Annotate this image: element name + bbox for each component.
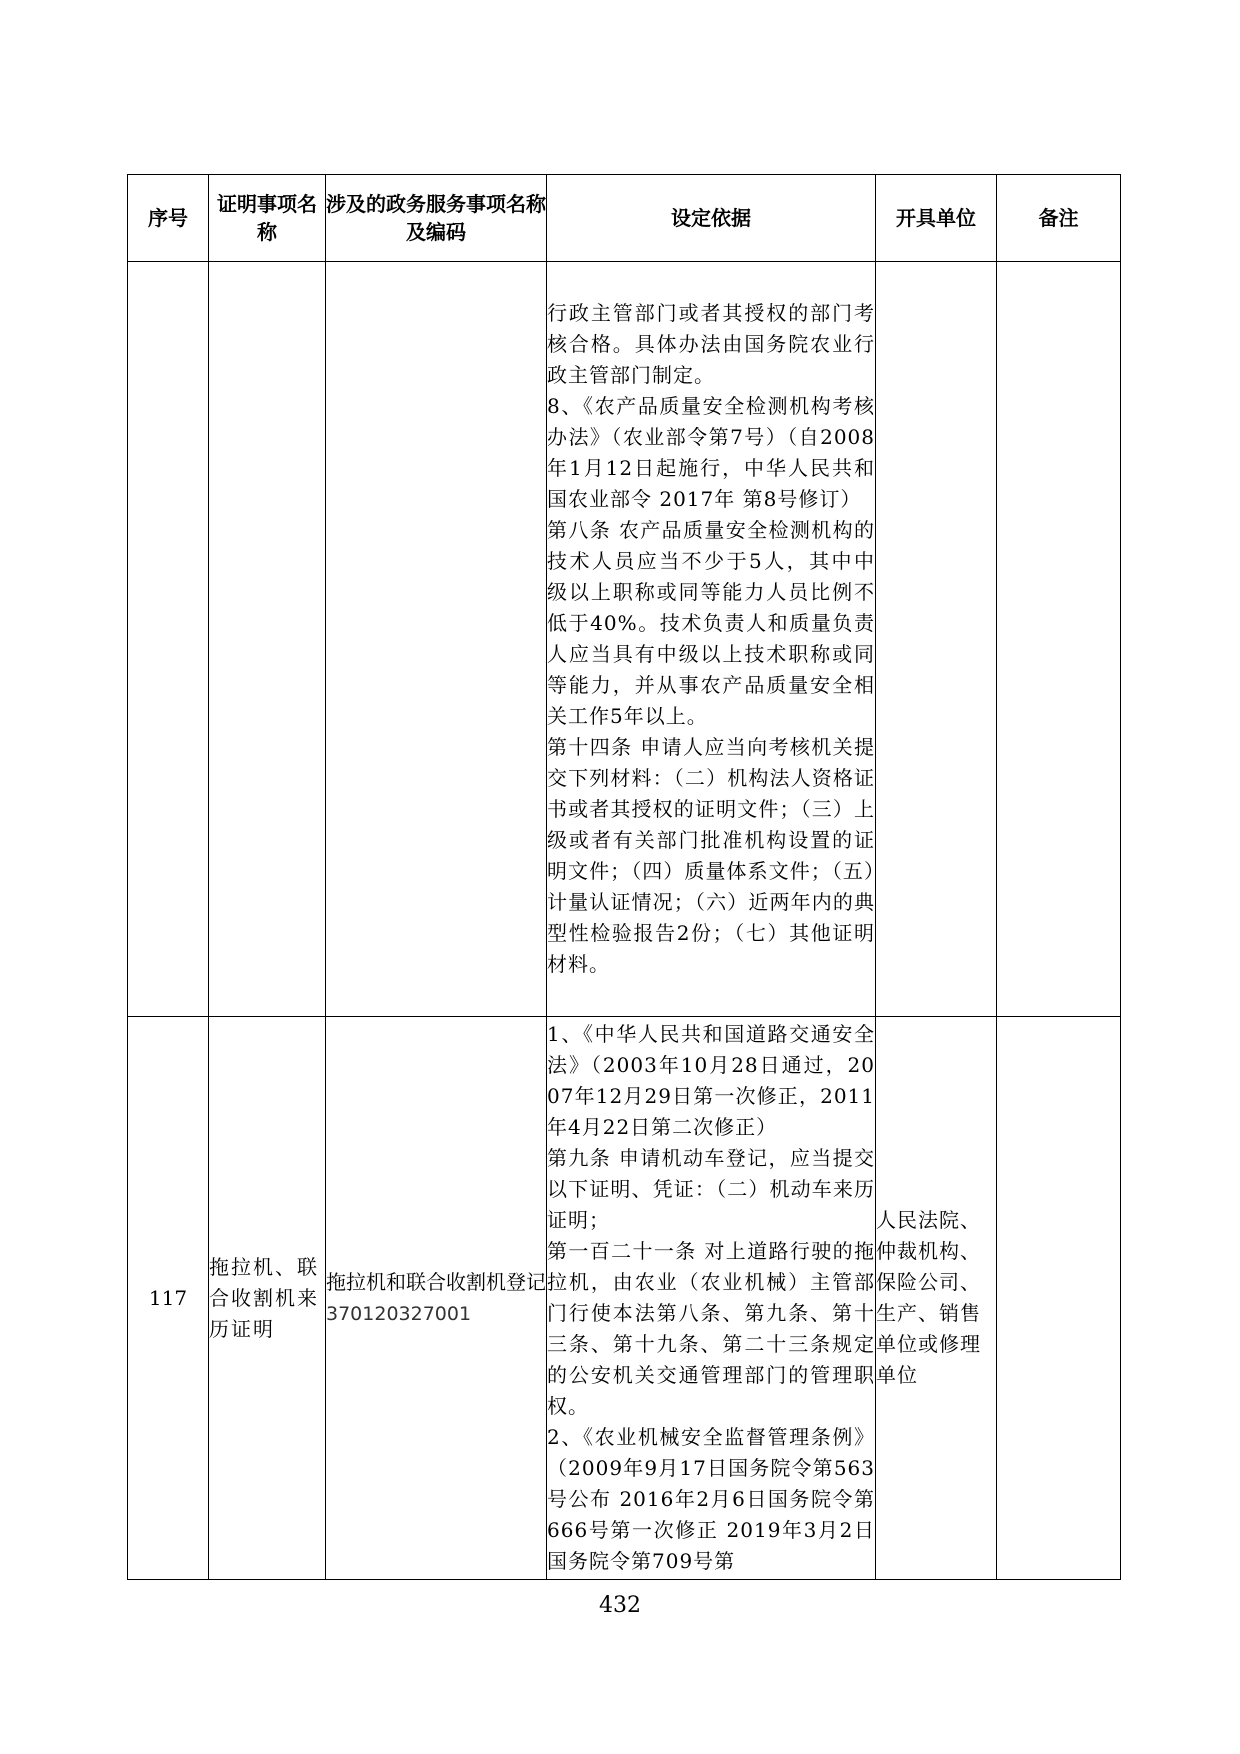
header-seq: 序号 xyxy=(128,175,209,262)
issuer-cell: 人民法院、仲裁机构、保险公司、生产、销售单位或修理单位 xyxy=(876,1017,997,1580)
basis-paragraph: 行政主管部门或者其授权的部门考核合格。具体办法由国务院农业行政主管部门制定。 xyxy=(547,301,875,387)
cert-name-cell: 拖拉机、联合收割机来历证明 xyxy=(209,1017,326,1580)
basis-paragraph: 8、《农产品质量安全检测机构考核办法》（农业部令第7号）（自2008年1月12日起施行，中华人民共和国农业部令 2017年 第8号修订） xyxy=(547,394,875,511)
table-row xyxy=(128,1017,1121,1580)
certification-items-table xyxy=(127,174,1121,1580)
remarks-cell xyxy=(997,1017,1121,1580)
basis-paragraph: 1、《中华人民共和国道路交通安全法》（2003年10月28日通过，2007年12月29日第一次修正，2011年4月22日第二次修正） xyxy=(547,1022,875,1139)
table-row xyxy=(128,262,1121,1017)
issuer-cell xyxy=(876,262,997,1017)
header-cert-name: 证明事项名称 xyxy=(209,175,326,262)
basis-paragraph: 第八条 农产品质量安全检测机构的技术人员应当不少于5人，其中中级以上职称或同等能力人员比例不低于40%。技术负责人和质量负责人应当具有中级以上技术职称或同等能力，并从事农产品质量安全相关工作5年以上。 xyxy=(547,518,875,728)
basis-paragraph: 第一百二十一条 对上道路行驶的拖拉机，由农业（农业机械）主管部门行使本法第八条、第九条、第十三条、第十九条、第二十三条规定的公安机关交通管理部门的管理职权。 xyxy=(547,1239,875,1418)
service-code: 370120327001 xyxy=(326,1302,472,1325)
header-service: 涉及的政务服务事项名称及编码 xyxy=(326,175,547,262)
header-basis: 设定依据 xyxy=(547,175,876,262)
basis-cell xyxy=(547,1017,876,1580)
header-remarks: 备注 xyxy=(997,175,1121,262)
service-cell xyxy=(326,1017,547,1580)
seq-cell xyxy=(128,262,209,1017)
remarks-cell xyxy=(997,262,1121,1017)
basis-paragraph: 第九条 申请机动车登记，应当提交以下证明、凭证：（二）机动车来历证明； xyxy=(547,1146,875,1232)
cert-name-cell xyxy=(209,262,326,1017)
basis-paragraph: 2、《农业机械安全监督管理条例》（2009年9月17日国务院令第563号公布 2016年2月6日国务院令第666号第一次修正 2019年3月2日国务院令第709号第 xyxy=(547,1425,875,1573)
table-header-row xyxy=(128,175,1121,262)
service-cell xyxy=(326,262,547,1017)
basis-cell xyxy=(547,262,876,1017)
basis-paragraph: 第十四条 申请人应当向考核机关提交下列材料：（二）机构法人资格证书或者其授权的证明文件；（三）上级或者有关部门批准机构设置的证明文件；（四）质量体系文件；（五）计量认证情况；（六）近两年内的典型性检验报告2份；（七）其他证明材料。 xyxy=(547,735,875,976)
page-number: 432 xyxy=(599,1593,641,1618)
service-name: 拖拉机和联合收割机登记 xyxy=(326,1269,546,1294)
header-issuer: 开具单位 xyxy=(876,175,997,262)
seq-cell: 117 xyxy=(128,1017,209,1580)
